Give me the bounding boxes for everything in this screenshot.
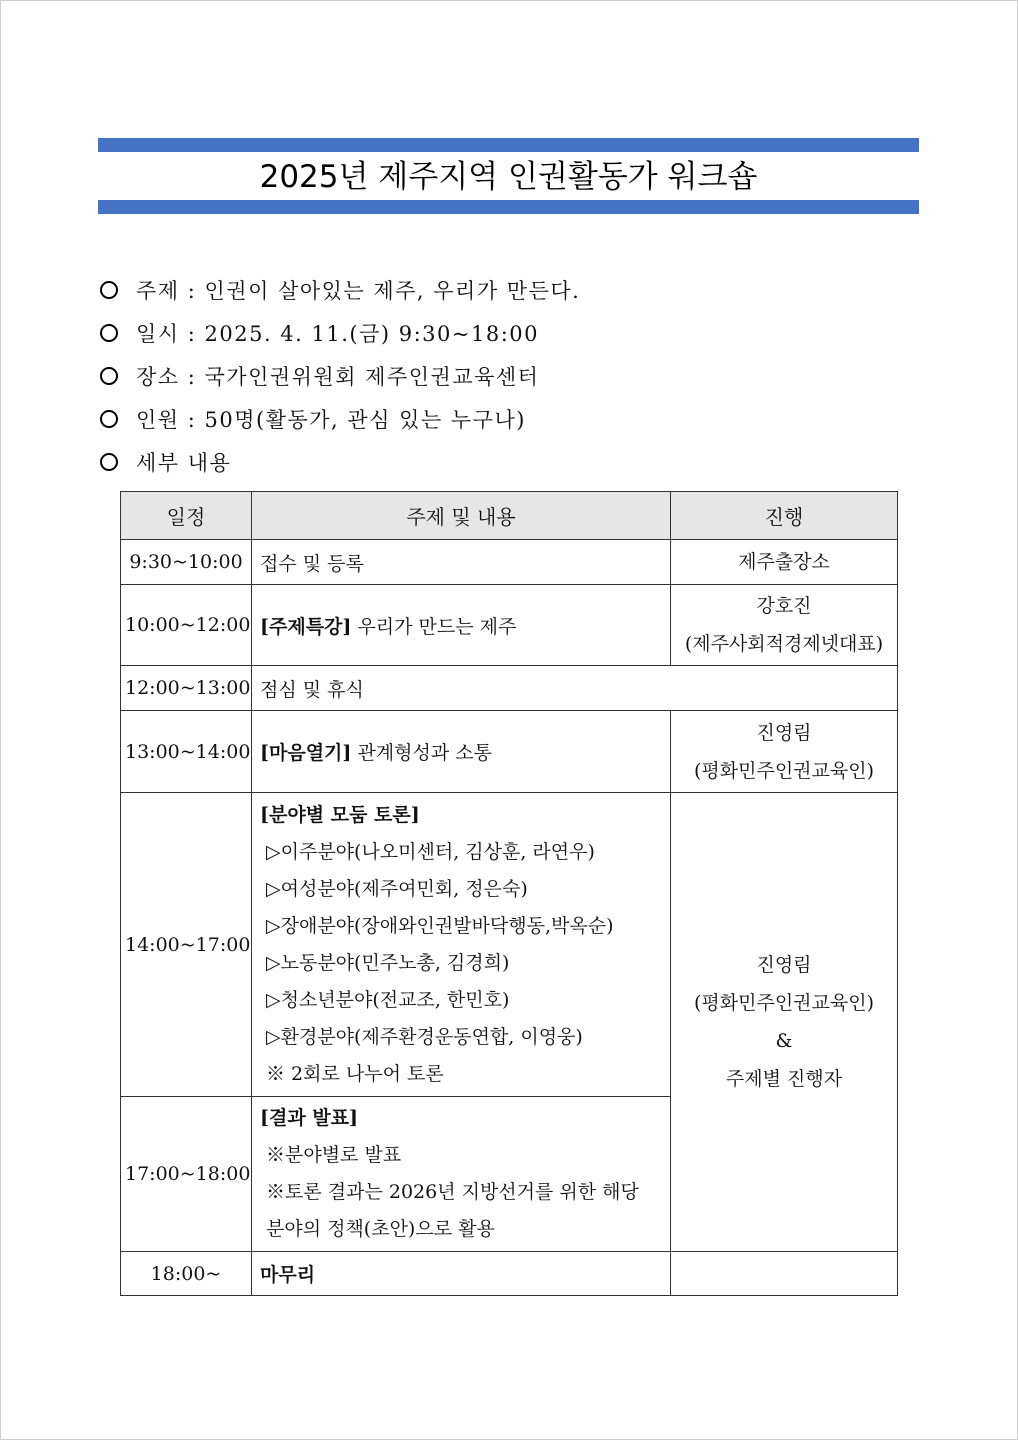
- time-cell: 12:00~13:00: [121, 666, 252, 711]
- table-row: [121, 585, 898, 666]
- topic-cell: [252, 1097, 671, 1252]
- host-cell: [671, 1252, 898, 1296]
- table-header-row: [121, 492, 898, 540]
- list-item: ▷이주분야(나오미센터, 김상훈, 라연우): [266, 840, 595, 863]
- list-item: ▷노동분야(민주노총, 김경희): [266, 951, 510, 974]
- topic-text: 우리가 만드는 제주: [351, 615, 517, 638]
- topic-text: 관계형성과 소통: [351, 742, 492, 764]
- schedule-table: [120, 491, 898, 1296]
- host-affiliation: (평화민주인권교육인): [693, 992, 874, 1014]
- topic-title: [분야별 모둠 토론]: [260, 803, 420, 826]
- host-cell: [671, 793, 898, 1252]
- list-item: ▷여성분야(제주여민회, 정은숙): [266, 877, 528, 900]
- host-ampersand: &: [775, 1030, 793, 1052]
- header-topic: 주제 및 내용: [252, 492, 671, 540]
- table-row: [121, 793, 898, 1097]
- title-banner: [98, 138, 919, 214]
- time-cell: 13:00~14:00: [121, 711, 252, 793]
- list-item: ▷환경분야(제주환경운동연합, 이영웅): [266, 1025, 583, 1048]
- info-item-place: [98, 354, 918, 397]
- list-item: ※분야별로 발표: [266, 1144, 402, 1166]
- host-name: 진영림: [756, 954, 812, 976]
- info-item-topic: [98, 268, 918, 311]
- info-text: 주제 : 인권이 살아있는 제주, 우리가 만든다.: [136, 278, 581, 303]
- time-cell: 14:00~17:00: [121, 793, 252, 1097]
- time-cell: 9:30~10:00: [121, 540, 252, 585]
- host-name: 강호진: [756, 595, 812, 617]
- info-list: [98, 268, 918, 483]
- info-text: 일시 : 2025. 4. 11.(금) 9:30~18:00: [136, 321, 540, 346]
- circle-bullet-icon: [100, 367, 118, 385]
- time-cell: 18:00~: [121, 1252, 252, 1296]
- title-bottom-bar: [98, 200, 919, 214]
- topic-cell: 마무리: [252, 1252, 671, 1296]
- info-item-details: [98, 440, 918, 483]
- host-cell: [671, 585, 898, 666]
- host-affiliation: (평화민주인권교육인): [693, 759, 874, 782]
- info-text: 장소 : 국가인권위원회 제주인권교육센터: [136, 364, 540, 389]
- topic-title: [결과 발표]: [260, 1107, 359, 1129]
- topic-cell: [252, 711, 671, 793]
- host-extra: 주제별 진행자: [725, 1068, 843, 1090]
- title-top-bar: [98, 138, 919, 152]
- info-item-date: [98, 311, 918, 354]
- topic-cell: [252, 793, 671, 1097]
- time-cell: 17:00~18:00: [121, 1097, 252, 1252]
- list-item: ▷장애분야(장애와인권발바닥행동,박옥순): [266, 914, 614, 937]
- topic-bold: [주제특강]: [260, 615, 352, 638]
- info-item-attendees: [98, 397, 918, 440]
- info-text: 인원 : 50명(활동가, 관심 있는 누구나): [136, 407, 526, 432]
- table-row: [121, 540, 898, 585]
- host-affiliation: (제주사회적경제넷대표): [684, 633, 884, 655]
- circle-bullet-icon: [100, 281, 118, 299]
- list-item: ▷청소년분야(전교조, 한민호): [266, 988, 510, 1011]
- list-item: ※토론 결과는 2026년 지방선거를 위한 해당: [266, 1181, 639, 1203]
- host-cell: 제주출장소: [671, 540, 898, 585]
- table-row: [121, 711, 898, 793]
- topic-cell: [252, 585, 671, 666]
- list-item: 분야의 정책(초안)으로 활용: [266, 1218, 495, 1240]
- topic-bold: [마음열기]: [260, 742, 352, 764]
- table-row: [121, 666, 898, 711]
- info-text: 세부 내용: [136, 450, 232, 475]
- circle-bullet-icon: [100, 453, 118, 471]
- list-item: ※ 2회로 나누어 토론: [266, 1062, 444, 1085]
- host-cell: [671, 711, 898, 793]
- circle-bullet-icon: [100, 410, 118, 428]
- host-name: 진영림: [756, 721, 812, 744]
- circle-bullet-icon: [100, 324, 118, 342]
- header-time: 일정: [121, 492, 252, 540]
- header-host: 진행: [671, 492, 898, 540]
- table-row: [121, 1252, 898, 1296]
- time-cell: 10:00~12:00: [121, 585, 252, 666]
- document-title: 2025년 제주지역 인권활동가 워크숍: [259, 159, 758, 195]
- topic-cell: 접수 및 등록: [252, 540, 671, 585]
- topic-cell: 점심 및 휴식: [252, 666, 898, 711]
